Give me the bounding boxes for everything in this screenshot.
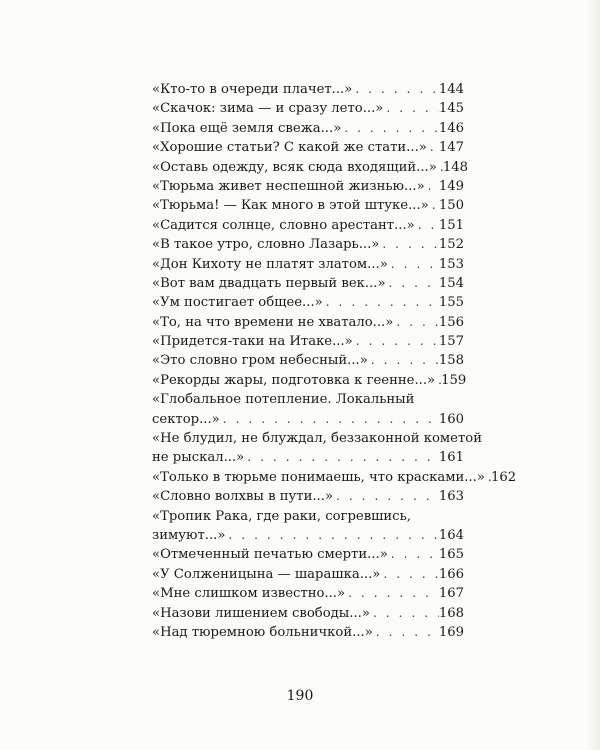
toc-entry-row [152,545,464,564]
toc-entry [152,138,464,157]
dot-leader [373,623,439,642]
toc-entry-title: «У Солженицына — шарашка...» [152,566,381,582]
page-number: 190 [286,688,314,704]
toc-entry [152,545,464,564]
toc-entry-page: 155 [438,295,464,311]
dot-leader [388,255,439,274]
toc-entry [152,623,464,642]
dot-leader [368,351,439,370]
dot-leader [225,526,438,545]
toc-entry-row [152,448,464,467]
toc-entry-page: 163 [438,489,464,505]
toc-entry [152,604,464,623]
toc-entry-page: 150 [438,198,464,214]
toc-entry [152,507,464,546]
toc-entry-row [152,235,464,254]
toc-entry-row [152,274,464,293]
toc-entry-title-line1: «Глобальное потепление. Локальный [152,392,415,408]
dot-leader [380,565,438,584]
toc-entry-page: 153 [438,256,464,272]
toc-entry [152,371,467,390]
toc-entry [152,468,517,487]
toc-entry-row [152,526,464,545]
toc-entry [152,158,468,177]
toc-entry-page: 144 [438,82,464,97]
toc-entry-row [152,584,464,603]
toc-entry-row [152,158,468,177]
toc-entry-page: 154 [438,275,464,291]
toc-entry [152,584,464,603]
toc-entry-page: 158 [438,353,464,369]
toc-entry-row [152,487,464,506]
toc-entry-row [152,80,464,99]
dot-leader [429,196,439,215]
toc-entry-page: 161 [438,450,464,466]
toc-entry-row [152,604,464,623]
toc-entry [152,80,464,99]
toc-entry-title: не рыскал...» [152,450,245,466]
toc-entry-row [152,255,464,274]
toc-entry-page: 146 [438,120,464,136]
dot-leader [345,584,439,603]
toc-entry-row [152,119,464,138]
toc-entry [152,293,464,312]
toc-entry-page: 152 [438,237,464,253]
toc-entry-title-line1: «Не блудил, не блуждал, беззаконной кометой [152,431,482,447]
toc-entry-title: «Отмеченный печатью смерти...» [152,547,388,563]
toc-entry-row [152,293,464,312]
toc-entry-row [152,313,464,332]
toc-entry [152,235,464,254]
toc-entry-page: 145 [438,101,464,117]
toc-entry-row [152,623,464,642]
dot-leader [353,332,439,351]
dot-leader [352,80,439,99]
table-of-contents [152,80,517,642]
toc-entry-page: 169 [438,624,464,640]
toc-entry [152,99,464,118]
toc-entry-title: «Дон Кихоту не платят златом...» [152,256,388,272]
toc-entry-title: «Мне слишком известно...» [152,586,346,602]
toc-entry-page: 159 [441,372,467,388]
dot-leader [333,487,439,506]
toc-entry-page: 151 [438,217,464,233]
toc-entry-title: «Садится солнце, словно арестант...» [152,217,415,233]
toc-entry-page: 164 [438,527,464,543]
dot-leader [379,235,438,254]
toc-entry-title: «Скачок: зима — и сразу лето...» [152,101,384,117]
toc-entry-title: «Тюрьма! — Как много в этой штуке...» [152,198,429,214]
toc-entry-title: «Это словно гром небесный...» [152,353,368,369]
toc-entry-page: 149 [438,178,464,194]
toc-entry [152,565,464,584]
toc-entry-title: «Над тюремною больничкой...» [152,624,373,640]
toc-entry-page: 156 [438,314,464,330]
dot-leader [386,274,439,293]
toc-entry [152,255,464,274]
toc-entry-page: 157 [438,334,464,350]
toc-entry [152,429,482,468]
toc-entry-row [152,177,464,196]
dot-leader [388,545,439,564]
toc-entry-row [152,216,464,235]
toc-entry-title: сектор...» [152,411,220,427]
toc-entry-title: «Оставь одежду, всяк сюда входящий...» [152,159,437,175]
dot-leader [383,99,438,118]
toc-entry [152,487,464,506]
toc-entry-title: «Только в тюрьме понимаешь, что красками...» [152,469,485,485]
dot-leader [370,604,439,623]
toc-entry-row [152,371,467,390]
toc-entry [152,351,464,370]
toc-entry-page: 147 [438,140,464,156]
dot-leader [220,410,439,429]
toc-entry [152,196,464,215]
dot-leader [341,119,439,138]
toc-entry [152,313,464,332]
toc-entry-title: «Тюрьма живет неспешной жизнью...» [152,178,425,194]
toc-entry-title: «Ум постигает общее...» [152,295,323,311]
toc-entry [152,274,464,293]
dot-leader [425,177,439,196]
toc-entry-row [152,196,464,215]
dot-leader [393,313,439,332]
toc-entry-title: «Вот вам двадцать первый век...» [152,275,386,291]
toc-entry [152,216,464,235]
toc-entry-page: 148 [442,159,468,175]
toc-entry-title: «Назови лишением свободы...» [152,605,370,621]
toc-entry [152,390,464,429]
toc-entry-title: «Рекорды жары, подготовка к геенне...» [152,372,436,388]
toc-entry-page: 160 [438,411,464,427]
toc-entry [152,119,464,138]
dot-leader [427,138,439,157]
toc-entry-row [152,138,464,157]
toc-entry-row [152,332,464,351]
toc-entry [152,332,464,351]
toc-entry-page: 162 [490,469,517,485]
toc-entry-row [152,468,517,487]
toc-entry-page: 166 [438,566,464,582]
toc-entry-title: зимуют...» [152,527,226,543]
page-edge-shadow [586,0,600,750]
toc-entry-title: «Придется-таки на Итаке...» [152,334,353,350]
toc-entry-page: 167 [438,586,464,602]
dot-leader [244,448,439,467]
toc-entry-page: 168 [438,605,464,621]
toc-entry-page: 165 [438,547,464,563]
toc-entry-row [152,410,464,429]
dot-leader [323,293,439,312]
toc-entry-title-line1: «Тропик Рака, где раки, согревшись, [152,508,411,524]
dot-leader [415,216,439,235]
toc-entry-title: «В такое утро, словно Лазарь...» [152,237,380,253]
toc-entry-title: «Словно волхвы в пути...» [152,489,334,505]
toc-entry-row [152,565,464,584]
toc-entry-row [152,99,464,118]
toc-entry-row [152,351,464,370]
toc-entry-title: «Хорошие статьи? С какой же стати...» [152,140,427,156]
toc-entry-title: «То, на что времени не хватало...» [152,314,394,330]
toc-entry-title: «Пока ещё земля свежа...» [152,120,342,136]
toc-entry [152,177,464,196]
toc-entry-title: «Кто-то в очереди плачет...» [152,82,353,97]
